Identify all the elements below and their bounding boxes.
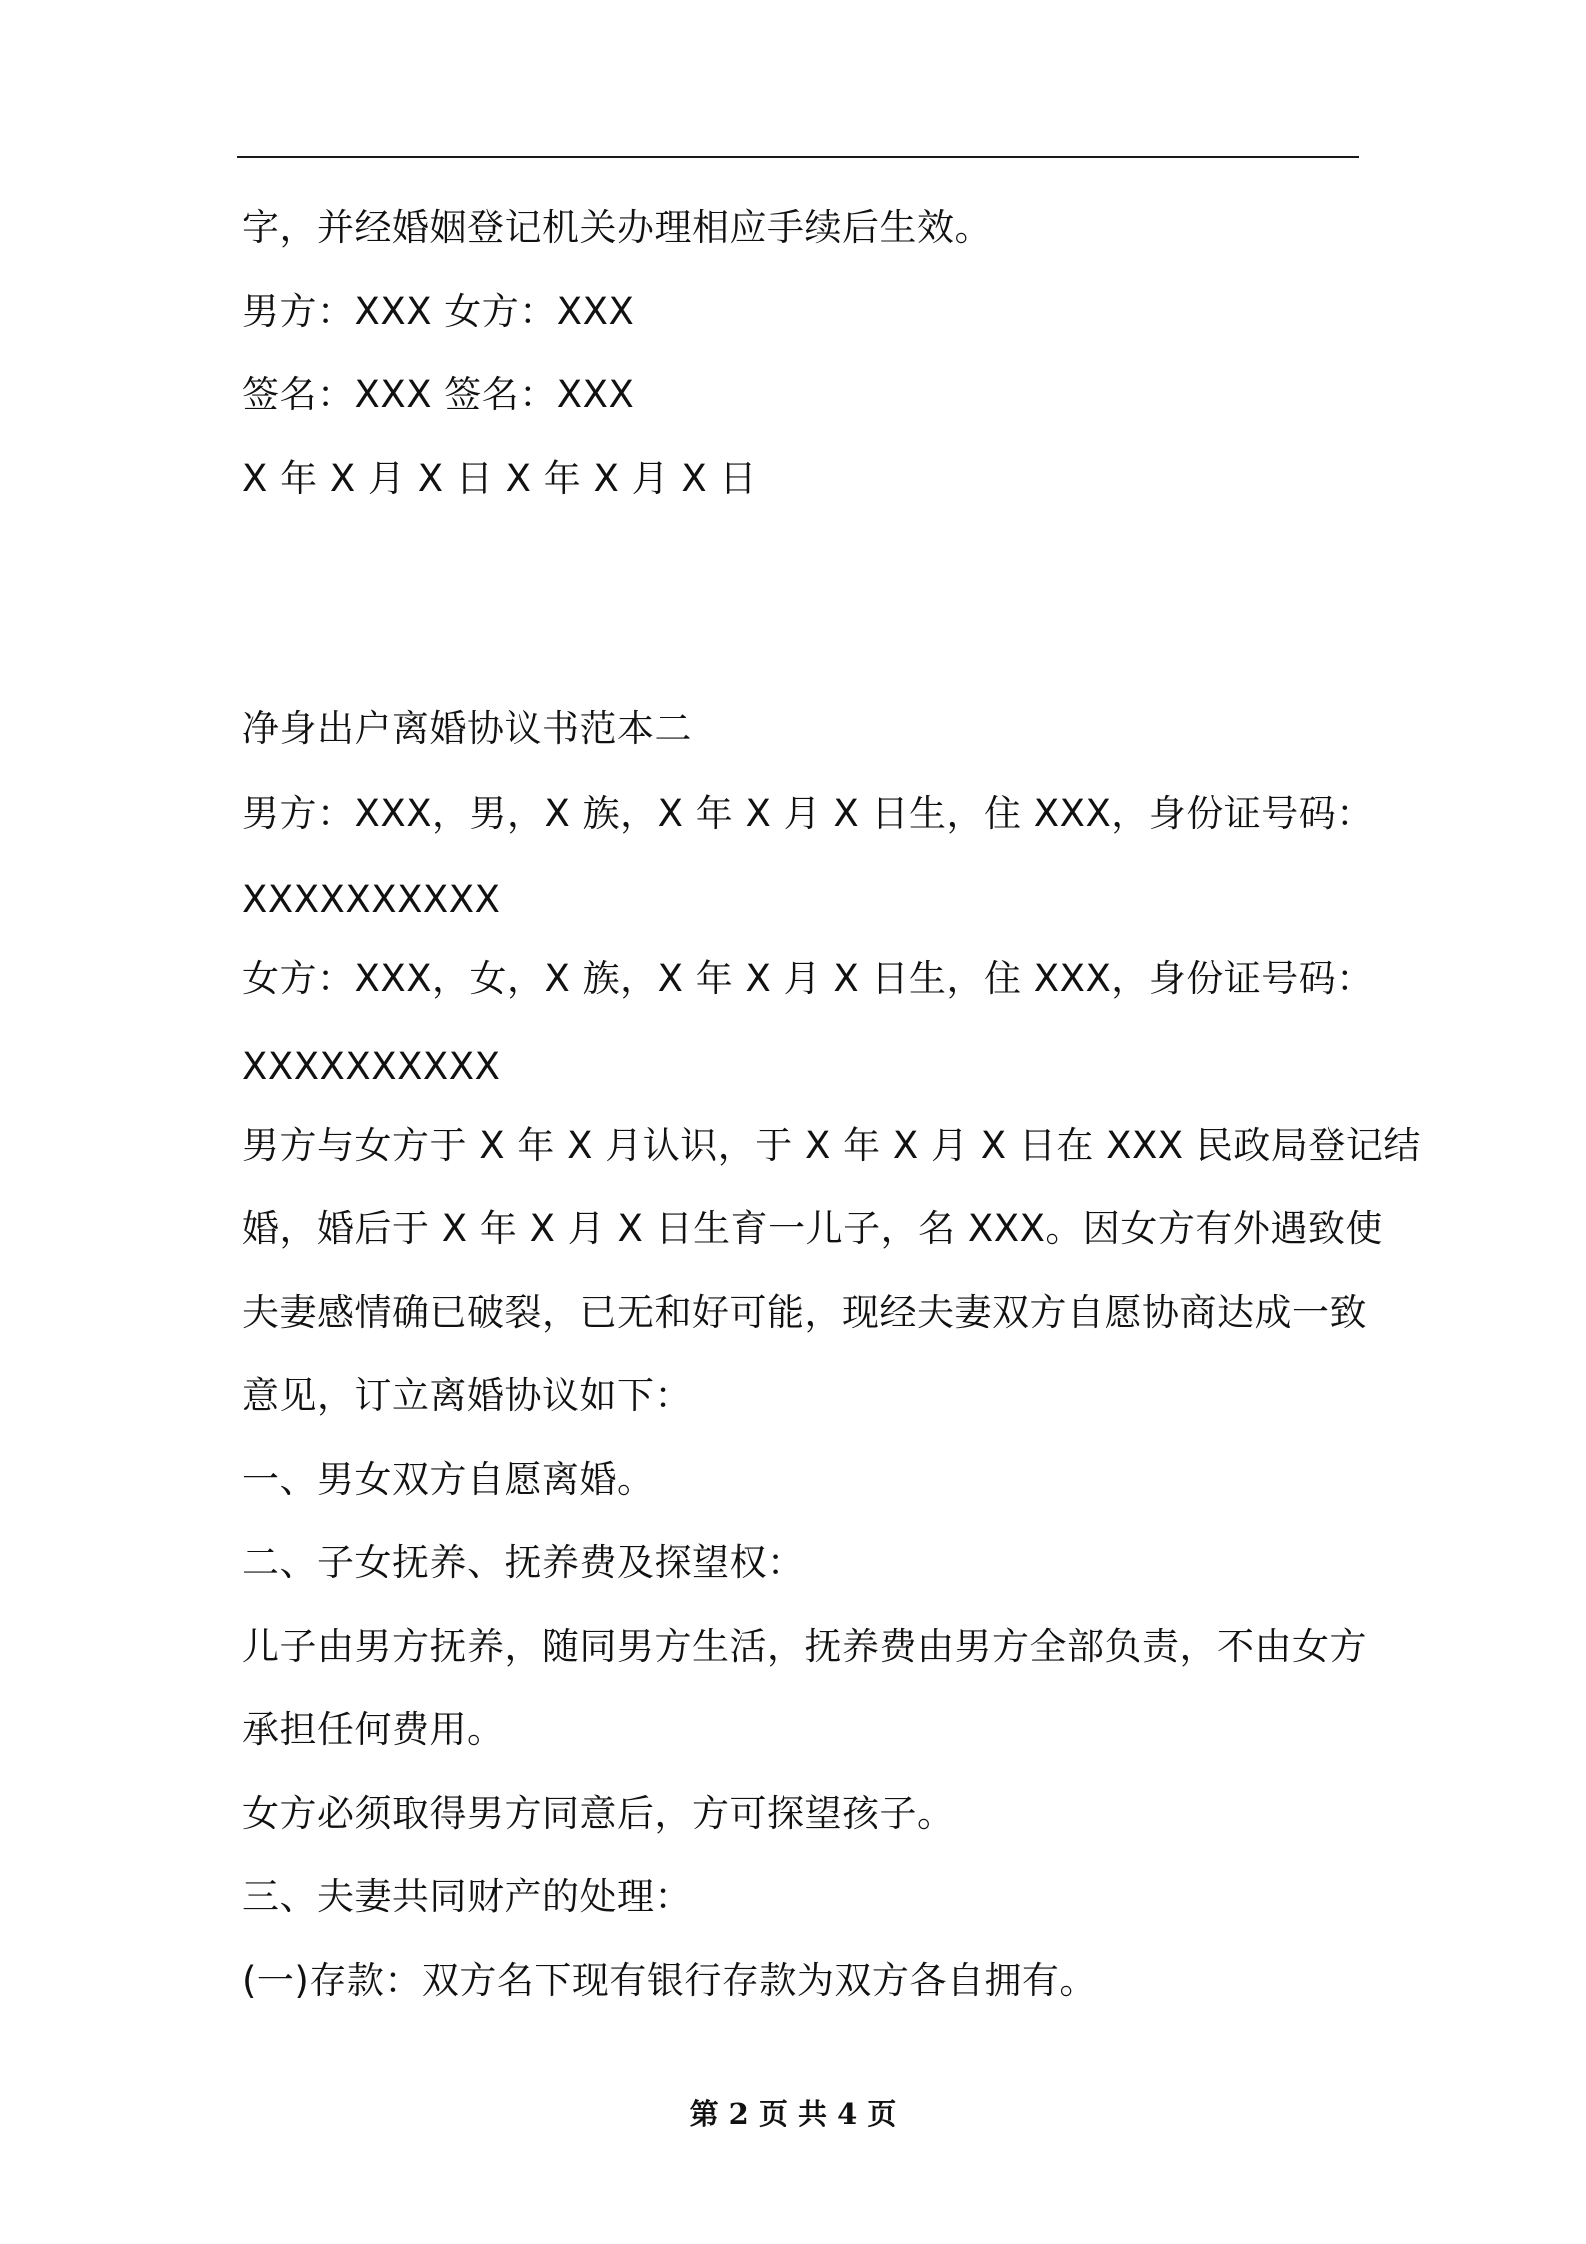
text-line: 女方：XXX，女，X 族，X 年 X 月 X 日生，住 XXX，身份证号码： [242,957,1374,1000]
text-line: 儿子由男方抚养，随同男方生活，抚养费由男方全部负责，不由女方 [242,1625,1367,1668]
text-line: (一)存款：双方名下现有银行存款为双方各自拥有。 [242,1959,1097,2002]
text-line: 二、子女抚养、抚养费及探望权： [242,1541,805,1584]
text-line: 婚，婚后于 X 年 X 月 X 日生育一儿子，名 XXX。因女方有外遇致使 [242,1207,1383,1250]
text-line: 女方必须取得男方同意后，方可探望孩子。 [242,1792,955,1835]
text-line: XXXXXXXXXX [242,878,501,921]
text-line: 男方：XXX 女方：XXX [242,290,635,333]
text-line: 夫妻感情确已破裂，已无和好可能，现经夫妻双方自愿协商达成一致 [242,1291,1367,1334]
header-divider [237,156,1359,158]
text-line: 男方与女方于 X 年 X 月认识，于 X 年 X 月 X 日在 XXX 民政局登记结 [242,1124,1421,1167]
text-line: X 年 X 月 X 日 X 年 X 月 X 日 [242,457,757,500]
page-number-footer: 第 2 页 共 4 页 [689,2097,897,2131]
text-line: 意见，订立离婚协议如下： [242,1374,692,1417]
text-line: XXXXXXXXXX [242,1045,501,1088]
text-line: 字，并经婚姻登记机关办理相应手续后生效。 [242,206,992,249]
text-line: 签名：XXX 签名：XXX [242,373,635,416]
text-line: 三、夫妻共同财产的处理： [242,1875,692,1918]
section-title: 净身出户离婚协议书范本二 [242,707,692,750]
text-line: 一、男女双方自愿离婚。 [242,1458,655,1501]
text-line: 男方：XXX，男，X 族，X 年 X 月 X 日生，住 XXX，身份证号码： [242,792,1374,835]
text-line: 承担任何费用。 [242,1708,505,1751]
